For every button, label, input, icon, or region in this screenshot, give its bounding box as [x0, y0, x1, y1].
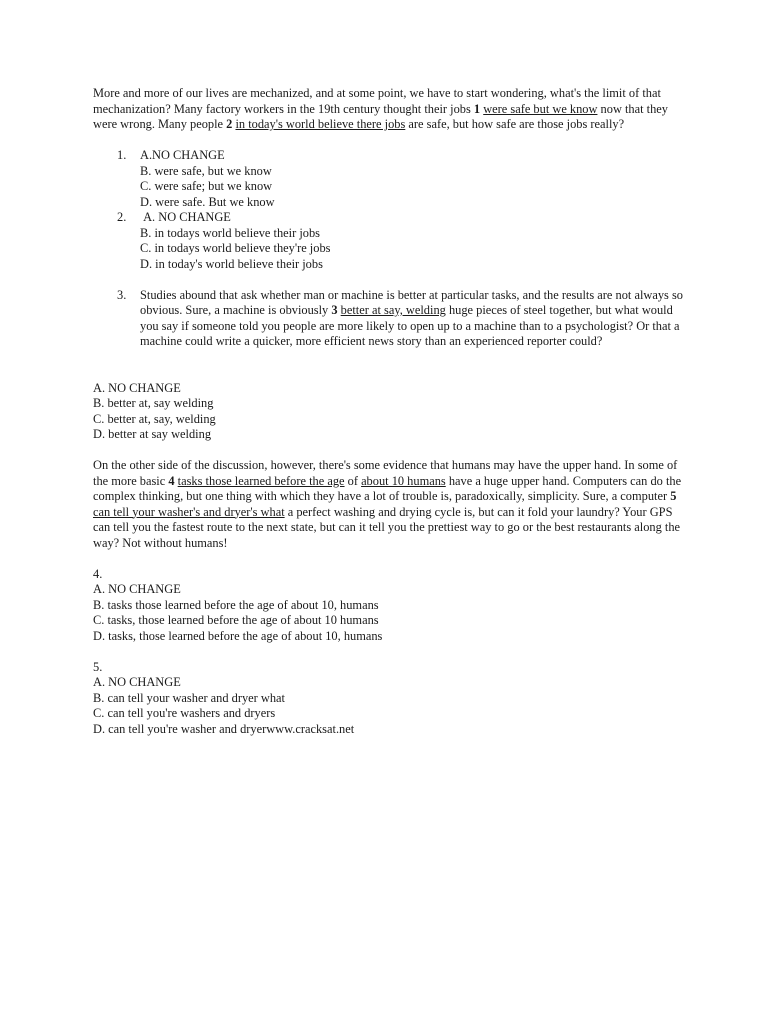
question-1: [93, 148, 683, 210]
question-number: 1.: [117, 148, 127, 162]
question-number: 2.: [117, 210, 127, 224]
question-5: [93, 660, 683, 738]
passage-paragraph-2: [93, 458, 683, 551]
underlined-phrase-4b: about 10 humans: [361, 473, 446, 488]
intro-text-1: More and more of our lives are mechanized, and at some point, we have to start wondering, what's the limit of that mechanization? Many factory workers in the 19th century thought their jobs: [93, 86, 661, 116]
option-a: A. NO CHANGE: [93, 582, 181, 596]
question-4: [93, 567, 683, 645]
question-3-options: [93, 381, 683, 443]
option-a: A. NO CHANGE: [93, 675, 181, 689]
passage-text-4: a perfect washing and drying cycle is, but can it fold your laundry? Your GPS can tell you the fastest route to the next state, but can it tell you the prettiest way to go or the best restaurants along the way? Not without humans!: [93, 504, 681, 550]
option-d: D. were safe. But we know: [140, 194, 275, 209]
question-marker-1: 1: [473, 101, 481, 116]
question-marker-4: 4: [168, 473, 175, 488]
underlined-phrase-2: in today's world believe there jobs: [235, 117, 406, 131]
passage-text-3: have a huge upper hand. Computers can do the complex thinking, but one thing with which they have a lot of trouble is, paradoxically, simplicity. Sure, a computer: [93, 473, 682, 503]
question-marker-5: 5: [670, 489, 677, 503]
option-b: B. can tell your washer and dryer what: [93, 690, 285, 705]
option-d: D. in today's world believe their jobs: [140, 256, 323, 271]
option-c: C. were safe; but we know: [140, 179, 273, 193]
underlined-phrase-1: were safe but we know: [483, 101, 598, 116]
option-a: A. NO CHANGE: [143, 210, 231, 224]
option-d: D. can tell you're washer and dryerwww.cracksat.net: [93, 721, 355, 736]
underlined-phrase-5: can tell your washer's and dryer's what: [93, 504, 285, 519]
passage-text-2: of: [344, 473, 362, 488]
option-b: B. better at, say welding: [93, 396, 214, 410]
option-b: B. in todays world believe their jobs: [140, 225, 320, 240]
intro-paragraph: [93, 86, 683, 133]
intro-text-2: now that they were wrong. Many people: [93, 101, 668, 131]
passage-text-1: Studies abound that ask whether man or machine is better at particular tasks, and the results are not always so obvious. Sure, a machine is obviously: [140, 287, 683, 317]
option-b: B. tasks those learned before the age of about 10, humans: [93, 597, 379, 612]
question-2: [93, 210, 683, 272]
option-c: C. tasks, those learned before the age of about 10 humans: [93, 613, 379, 627]
option-b: B. were safe, but we know: [140, 163, 272, 178]
option-c: C. can tell you're washers and dryers: [93, 706, 276, 720]
passage-text-1: On the other side of the discussion, however, there's some evidence that humans may have the upper hand. In some of the more basic: [93, 458, 678, 488]
passage-text-2: huge pieces of steel together, but what would you say if someone told you people are more likely to open up to a machine than to a psychologist? Or that a machine could write a quicker, more efficient news story than an experienced reporter could?: [140, 303, 680, 348]
intro-text-3: are safe, but how safe are those jobs really?: [405, 117, 625, 131]
question-number: 3.: [117, 287, 127, 302]
question-number: 5.: [93, 659, 103, 674]
question-marker-3: 3: [331, 303, 338, 317]
option-d: D. tasks, those learned before the age of about 10, humans: [93, 628, 383, 643]
question-marker-2: 2: [226, 117, 233, 131]
option-a: A.NO CHANGE: [140, 148, 225, 162]
option-d: D. better at say welding: [93, 427, 212, 441]
option-c: C. better at, say, welding: [93, 411, 216, 426]
question-3-passage: [93, 288, 683, 350]
question-number: 4.: [93, 566, 103, 581]
underlined-phrase-3: better at say, welding: [340, 303, 446, 317]
option-a: A. NO CHANGE: [93, 380, 181, 395]
option-c: C. in todays world believe they're jobs: [140, 241, 331, 255]
document-body: [93, 86, 683, 737]
underlined-phrase-4a: tasks those learned before the age: [177, 473, 345, 488]
